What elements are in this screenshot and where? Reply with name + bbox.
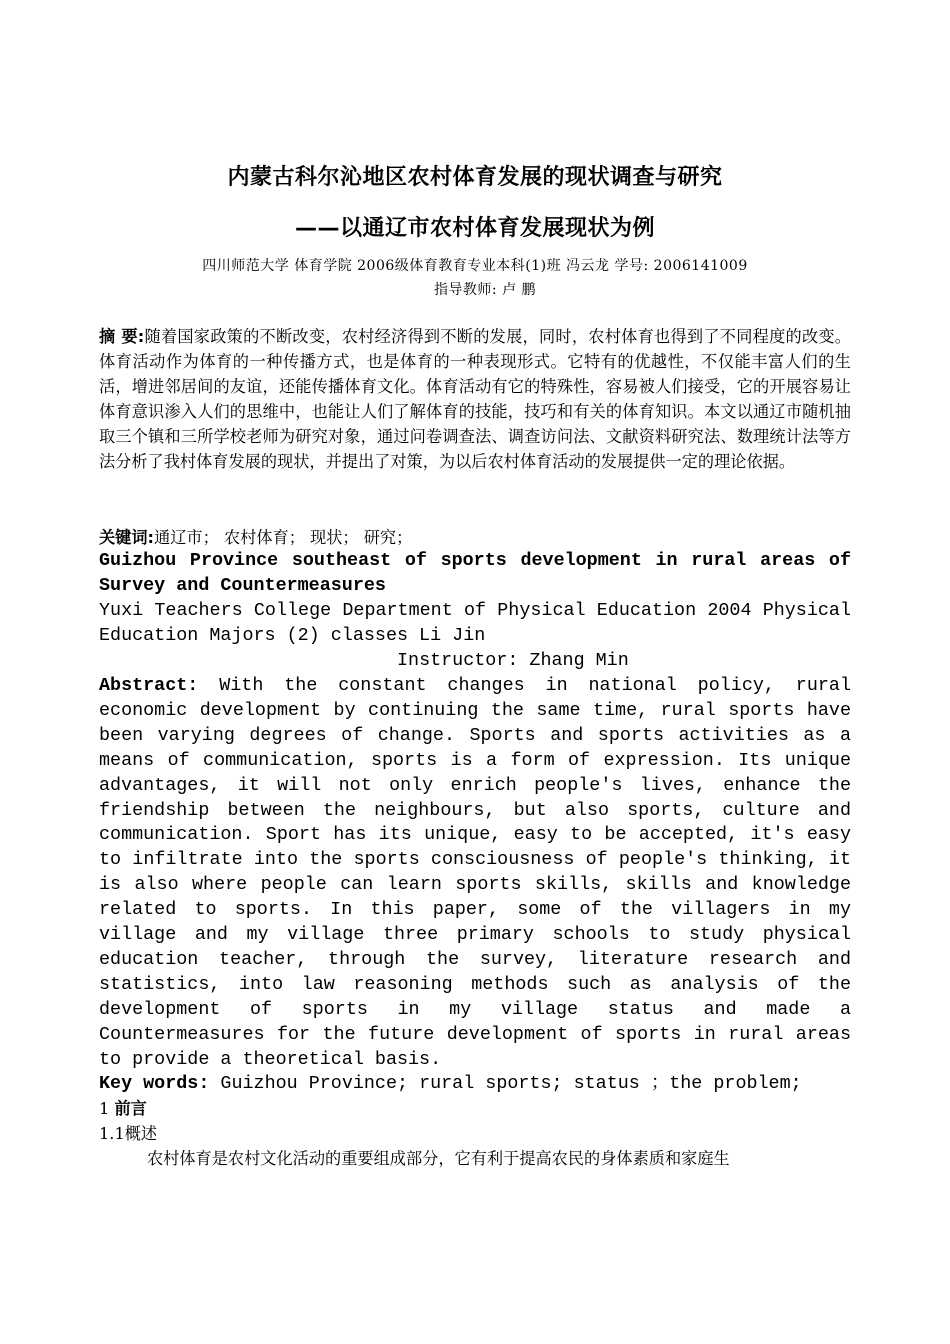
paper-title: 内蒙古科尔沁地区农村体育发展的现状调查与研究 <box>227 165 723 190</box>
author-line: 四川师范大学 体育学院 2006级体育教育专业本科(1)班 冯云龙 学号: 2006141009 <box>202 258 748 274</box>
english-keywords <box>99 1072 859 1097</box>
chinese-keywords-label: 关键词: <box>99 528 155 547</box>
section-heading-1 <box>99 1097 147 1122</box>
english-keywords-text: Guizhou Province; rural sports; status ；the problem; <box>220 1073 802 1094</box>
advisor-line: 指导教师: 卢 鹏 <box>433 282 537 298</box>
subsection-heading-1-1: 1.1概述 <box>99 1124 158 1143</box>
chinese-keywords-text: 通辽市； 农村体育； 现状； 研究； <box>154 528 413 547</box>
chinese-abstract-text: 随着国家政策的不断改变，农村经济得到不断的发展，同时，农村体育也得到了不同程度的改变。体育活动作为体育的一种传播方式，也是体育的一种表现形式。它特有的优越性，不仅能丰富人们的生活，增进邻居间的友谊，还能传播体育文化。体育活动有它的特殊性，容易被人们接受，它的开展容易让体育意识渗入人们的思维中，也能让人们了解体育的技能，技巧和有关的体育知识。本文以通辽市随机抽取三个镇和三所学校老师为研究对象，通过问卷调查法、调查访问法、文献资料研究法、数理统计法等方法分析了我村体育发展的现状，并提出了对策，为以后农村体育活动的发展提供一定的理论依据。 <box>99 327 851 471</box>
english-abstract-text: With the constant changes in national policy, rural economic development by continuing the same time, rural sports have been varying degrees of change. Sports and sports activities as a means of communication, sports is a form of expression. Its unique advantages, it will not only enrich people's lives, enhance the friendship between the neighbours, but also sports, culture and communication. Sport has its unique, easy to be accepted, it's easy to infiltrate into the sports consciousness of people's thinking, it is also where people can learn sports skills, skills and knowledge related to sports. In this paper, some of the villagers in my village and my village three primary schools to study physical education teacher, through the survey, literature research and statistics, into law reasoning methods such as analysis of the development of sports in my village status and made a Countermeasures for the future development of sports in rural areas to provide a theoretical basis. <box>99 675 851 1070</box>
english-instructor-line: Instructor: Zhang Min <box>397 650 629 671</box>
english-title: Guizhou Province southeast of sports development in rural areas of Survey and Countermeasures <box>99 550 851 596</box>
chinese-abstract-label: 摘 要: <box>99 327 145 346</box>
english-abstract-label: Abstract: <box>99 675 199 696</box>
chinese-keywords <box>99 526 851 550</box>
chinese-abstract <box>99 325 851 474</box>
english-author-line: Yuxi Teachers College Department of Physical Education 2004 Physical Education Majors (2) classes Li Jin <box>99 600 851 646</box>
intro-paragraph: 农村体育是农村文化活动的重要组成部分，它有利于提高农民的身体素质和家庭生 <box>147 1149 730 1168</box>
section-number: 1 <box>99 1099 110 1118</box>
section-title: 前言 <box>114 1099 147 1118</box>
paper-subtitle: ——以通辽市农村体育发展现状为例 <box>294 216 655 241</box>
english-keywords-label: Key words: <box>99 1073 210 1094</box>
english-abstract <box>99 674 851 1073</box>
